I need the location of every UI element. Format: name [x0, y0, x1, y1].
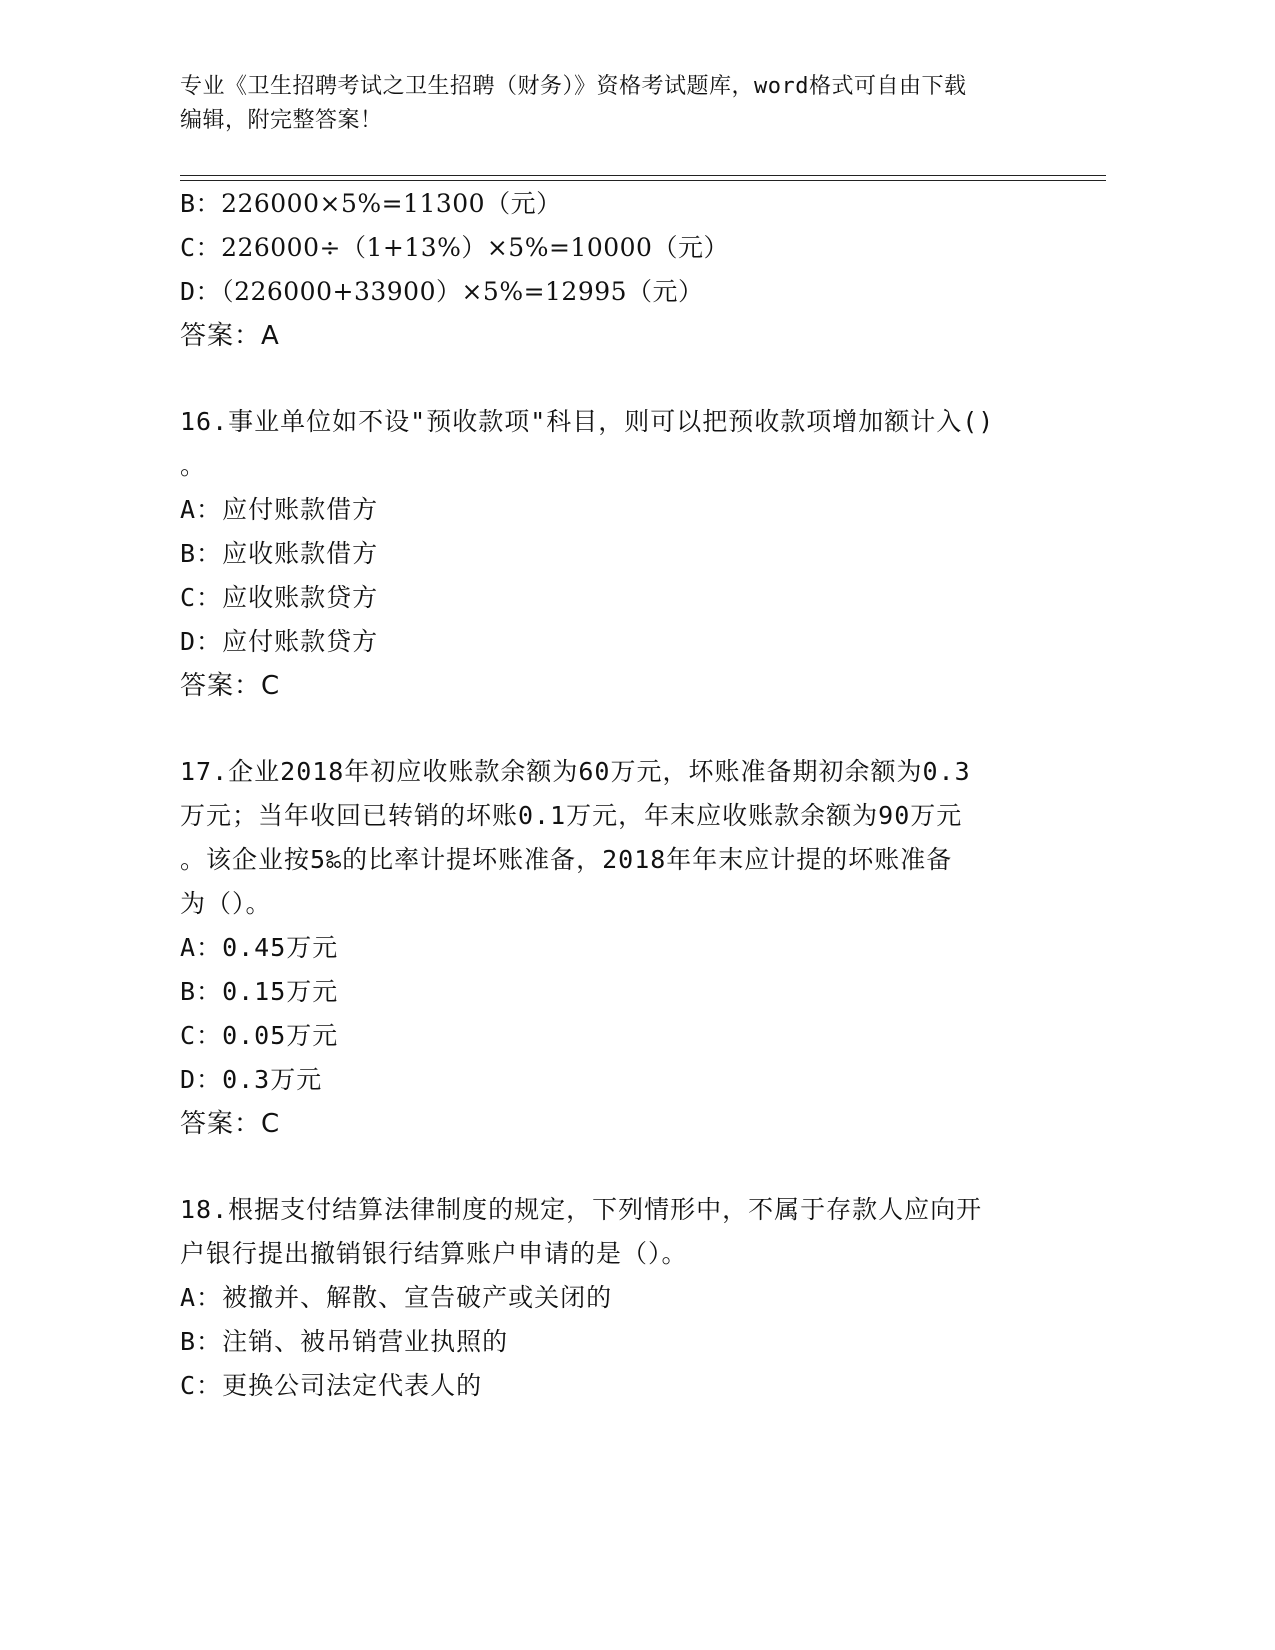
option-b	[180, 1320, 1040, 1364]
option-b	[180, 182, 1040, 226]
question-stem-line: 万元；当年收回已转销的坏账0.1万元，年末应收账款余额为90万元	[180, 801, 963, 830]
option-c	[180, 576, 1040, 620]
option-label: C：	[180, 233, 222, 262]
option-b	[180, 532, 1040, 576]
option-text: 注销、被吊销营业执照的	[222, 1327, 509, 1356]
question-16	[180, 400, 1040, 708]
option-text: （226000+33900）×5%=12995（元）	[221, 277, 704, 306]
option-c	[180, 226, 1040, 270]
option-d	[180, 1058, 1040, 1102]
option-text: 226000×5%=11300（元）	[221, 189, 562, 218]
header-line-1: 专业《卫生招聘考试之卫生招聘（财务）》资格考试题库，word格式可自由下载	[180, 74, 967, 99]
question-stem-line: 16.事业单位如不设"预收款项"科目，则可以把预收款项增加额计入()	[180, 407, 995, 436]
option-label: C：	[180, 1021, 223, 1050]
question-stem-line: 17.企业2018年初应收账款余额为60万元，坏账准备期初余额为0.3	[180, 757, 971, 786]
document-header	[180, 70, 1060, 138]
option-text: 应付账款贷方	[222, 627, 379, 656]
question-stem-line: 为（）。	[180, 889, 272, 918]
option-label: A：	[180, 1283, 223, 1312]
option-text: 0.15万元	[222, 977, 339, 1006]
option-label: A：	[180, 495, 223, 524]
question-stem-line: 。	[180, 451, 207, 480]
answer-line: 答案：C	[180, 671, 281, 701]
answer-line: 答案：A	[180, 321, 280, 351]
question-18	[180, 1188, 1040, 1408]
option-text: 0.3万元	[222, 1065, 323, 1094]
option-label: B：	[180, 977, 223, 1006]
question-stem-line: 。该企业按5‰的比率计提坏账准备，2018年年末应计提的坏账准备	[180, 845, 953, 874]
option-label: D：	[180, 627, 223, 656]
header-line-2: 编辑，附完整答案！	[180, 108, 383, 133]
question-15	[180, 182, 1040, 358]
option-text: 226000÷（1+13%）×5%=10000（元）	[221, 233, 729, 262]
option-label: B：	[180, 539, 223, 568]
option-a	[180, 926, 1040, 970]
option-text: 0.45万元	[222, 933, 339, 962]
option-text: 应收账款贷方	[222, 583, 379, 612]
option-d	[180, 270, 1040, 314]
option-label: D：	[180, 1065, 223, 1094]
option-c	[180, 1014, 1040, 1058]
option-label: D：	[180, 277, 222, 306]
option-label: C：	[180, 1371, 223, 1400]
option-text: 更换公司法定代表人的	[222, 1371, 483, 1400]
option-text: 应付账款借方	[222, 495, 379, 524]
option-c	[180, 1364, 1040, 1408]
option-text: 应收账款借方	[222, 539, 379, 568]
option-text: 0.05万元	[222, 1021, 339, 1050]
question-content	[180, 182, 1040, 1408]
question-stem-line: 户银行提出撤销银行结算账户申请的是（）。	[180, 1239, 688, 1268]
question-stem-line: 18.根据支付结算法律制度的规定，下列情形中，不属于存款人应向开	[180, 1195, 983, 1224]
option-a	[180, 1276, 1040, 1320]
option-a	[180, 488, 1040, 532]
header-divider	[180, 175, 1106, 181]
option-label: C：	[180, 583, 223, 612]
option-text: 被撤并、解散、宣告破产或关闭的	[222, 1283, 613, 1312]
option-label: B：	[180, 189, 222, 218]
answer-line: 答案：C	[180, 1109, 281, 1139]
question-17	[180, 750, 1040, 1146]
option-label: A：	[180, 933, 223, 962]
option-d	[180, 620, 1040, 664]
option-label: B：	[180, 1327, 223, 1356]
option-b	[180, 970, 1040, 1014]
